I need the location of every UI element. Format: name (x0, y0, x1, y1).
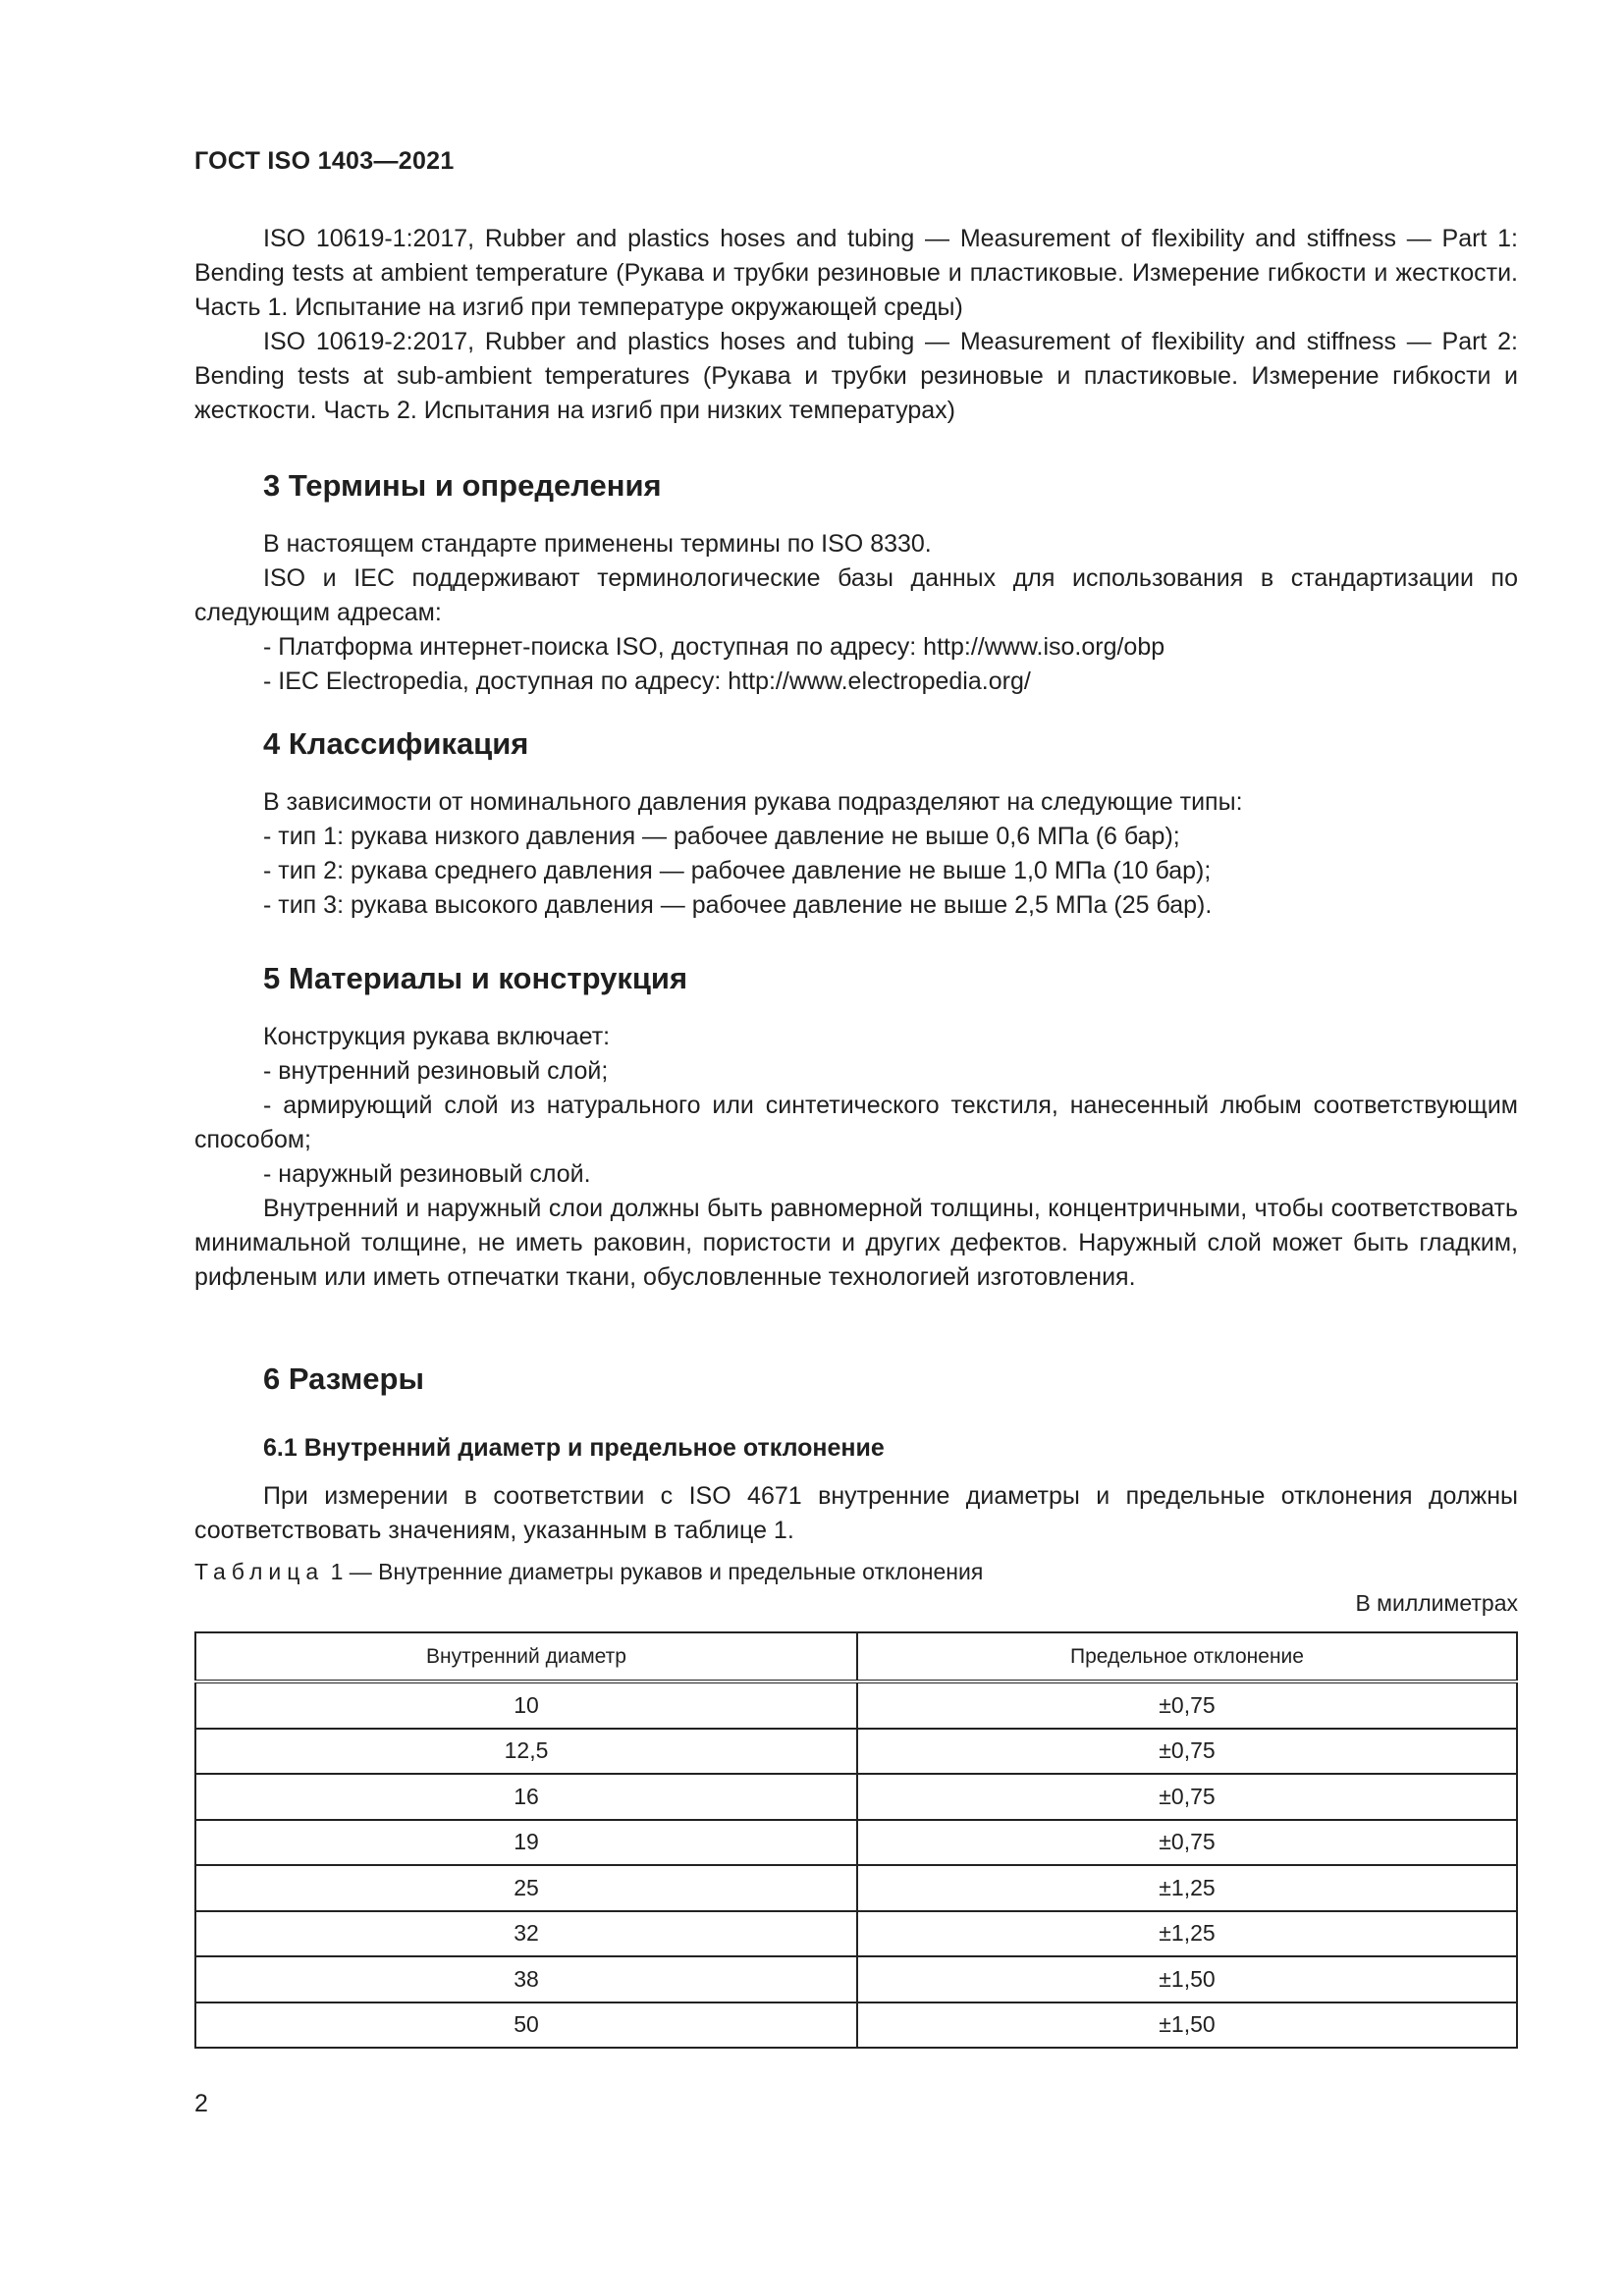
table-cell-diameter: 12,5 (195, 1729, 857, 1775)
section-5-title: 5 Материалы и конструкция (263, 961, 688, 995)
section-6 (194, 1360, 1518, 1399)
document-code-header: ГОСТ ISO 1403—2021 (194, 147, 455, 175)
page-number: 2 (194, 2090, 208, 2117)
table-row (195, 2002, 1517, 2049)
paragraph: В настоящем стандарте применены термины по ISO 8330. (263, 530, 932, 558)
table-cell-diameter: 38 (195, 1956, 857, 2002)
subsection-6-1-title: 6.1 Внутренний диаметр и предельное отклонение (263, 1434, 885, 1462)
table-cell-tolerance: ±1,25 (857, 1865, 1517, 1911)
table-cell-tolerance: ±1,50 (857, 1956, 1517, 2002)
table-cell-diameter: 50 (195, 2002, 857, 2049)
dimensions-table (194, 1631, 1518, 2049)
table-cell-tolerance: ±1,25 (857, 1911, 1517, 1957)
section-5-body (194, 1020, 1518, 1295)
table-caption-label: Таблица (194, 1559, 325, 1584)
table-units: В миллиметрах (1355, 1590, 1518, 1616)
table-cell-diameter: 25 (195, 1865, 857, 1911)
table-cell-tolerance: ±0,75 (857, 1774, 1517, 1820)
column-header-tolerance: Предельное отклонение (857, 1632, 1517, 1682)
section-3 (194, 466, 1518, 506)
table-caption (194, 1559, 983, 1585)
paragraph: При измерении в соответствии с ISO 4671 внутренние диаметры и предельные отклонения должны соответствовать значениям, указанным в таблице 1. (194, 1482, 1518, 1544)
paragraph: ISO и IEC поддерживают терминологические базы данных для использования в стандартизации по следующим адресам: (194, 564, 1518, 626)
table-row (195, 1820, 1517, 1866)
paragraph: Внутренний и наружный слои должны быть равномерной толщины, концентричными, чтобы соответствовать минимальной толщине, не иметь раковин, пористости и других дефектов. Наружный слой может быть гладким, рифленым или иметь отпечатки ткани, обусловленные технологией изготовления. (194, 1195, 1518, 1291)
table-row (195, 1682, 1517, 1729)
section-3-body (194, 527, 1518, 699)
table-cell-diameter: 19 (195, 1820, 857, 1866)
table-row (195, 1911, 1517, 1957)
section-3-title: 3 Термины и определения (263, 468, 662, 503)
list-item: - тип 3: рукава высокого давления — рабочее давление не выше 2,5 МПа (25 бар). (263, 891, 1213, 919)
table-cell-tolerance: ±0,75 (857, 1682, 1517, 1729)
list-item: - наружный резиновый слой. (263, 1160, 591, 1188)
table-cell-tolerance: ±0,75 (857, 1729, 1517, 1775)
paragraph: В зависимости от номинального давления рукава подразделяют на следующие типы: (263, 788, 1243, 816)
normative-references (194, 222, 1518, 428)
section-4 (194, 724, 1518, 764)
section-4-body (194, 785, 1518, 923)
table-header-row (195, 1632, 1517, 1682)
section-6-title: 6 Размеры (263, 1362, 424, 1396)
reference-item: ISO 10619-1:2017, Rubber and plastics hoses and tubing — Measurement of flexibility and stiffness — Part 1: Bending tests at ambient temperature (Рукава и трубки резиновые и пластиковые. Измерение гибкости и жесткости. Часть 1. Испытание на изгиб при температуре окружающей среды) (194, 225, 1518, 321)
table-cell-diameter: 32 (195, 1911, 857, 1957)
section-4-title: 4 Классификация (263, 726, 529, 761)
column-header-inner-diameter: Внутренний диаметр (195, 1632, 857, 1682)
list-item: - армирующий слой из натурального или синтетического текстиля, нанесенный любым соответствующим способом; (194, 1092, 1518, 1153)
table-caption-text: 1 — Внутренние диаметры рукавов и предельные отклонения (324, 1559, 984, 1584)
paragraph: Конструкция рукава включает: (263, 1023, 611, 1050)
list-item: - тип 1: рукава низкого давления — рабочее давление не выше 0,6 МПа (6 бар); (263, 823, 1180, 850)
table-row (195, 1729, 1517, 1775)
section-6-body (194, 1479, 1518, 1548)
table-row (195, 1956, 1517, 2002)
table-row (195, 1865, 1517, 1911)
section-6-1 (194, 1431, 1518, 1465)
table-cell-tolerance: ±1,50 (857, 2002, 1517, 2049)
list-item: - тип 2: рукава среднего давления — рабочее давление не выше 1,0 МПа (10 бар); (263, 857, 1212, 884)
table-cell-diameter: 10 (195, 1682, 857, 1729)
list-item: - IEC Electropedia, доступная по адресу: http://www.electropedia.org/ (263, 667, 1031, 695)
table-row (195, 1774, 1517, 1820)
reference-item: ISO 10619-2:2017, Rubber and plastics hoses and tubing — Measurement of flexibility and stiffness — Part 2: Bending tests at sub-ambient temperatures (Рукава и трубки резиновые и пластиковые. Измерение гибкости и жесткости. Часть 2. Испытания на изгиб при низких температурах) (194, 328, 1518, 424)
list-item: - Платформа интернет-поиска ISO, доступная по адресу: http://www.iso.org/obp (263, 633, 1165, 661)
table-cell-tolerance: ±0,75 (857, 1820, 1517, 1866)
table-cell-diameter: 16 (195, 1774, 857, 1820)
section-5 (194, 959, 1518, 998)
list-item: - внутренний резиновый слой; (263, 1057, 609, 1085)
